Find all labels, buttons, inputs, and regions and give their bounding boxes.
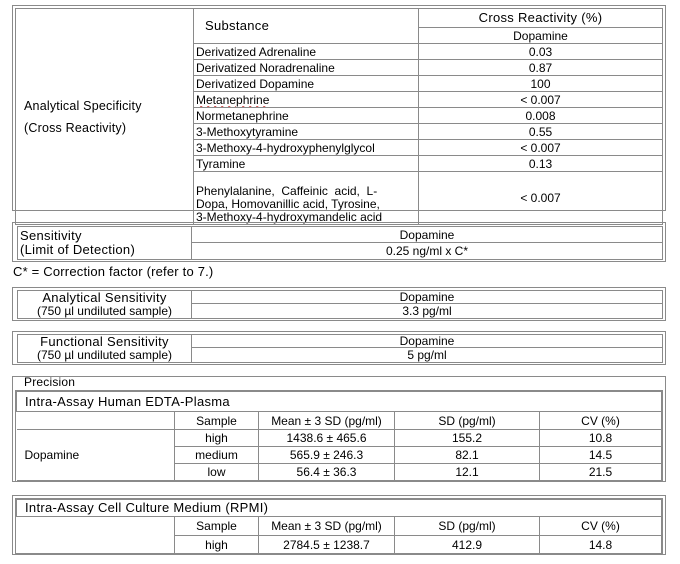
sensitivity-label [18,227,192,260]
col-header-sd: SD (pg/ml) [395,412,540,430]
correction-note: C* = Correction factor (refer to 7.) [13,264,214,279]
substance-cell: Derivatized Adrenaline [194,44,419,60]
specificity-label [16,9,194,225]
functional-sensitivity-value: 5 pg/ml [192,348,663,363]
substance-cell: Derivatized Noradrenaline [194,60,419,76]
cv-cell: 21.5 [540,464,662,481]
substance-header: Substance [194,9,419,44]
col-header-sample: Sample [175,517,259,536]
analytical-sensitivity-section [12,287,666,321]
col-header-mean: Mean ± 3 SD (pg/ml) [259,412,395,430]
mean-cell: 1438.6 ± 465.6 [259,430,395,447]
mean-cell: 565.9 ± 246.3 [259,447,395,464]
substance-cell: Derivatized Dopamine [194,76,419,92]
sd-cell: 155.2 [395,430,540,447]
cross-value-cell: 0.87 [419,60,663,76]
cross-value-cell: < 0.007 [419,172,663,225]
substance-cell: 3-Methoxytyramine [194,124,419,140]
specificity-label-line2: (Cross Reactivity) [24,120,127,135]
functional-sensitivity-label [18,335,192,363]
blank-cell [17,536,175,554]
substance-cell: 3-Methoxy-4-hydroxyphenylglycol [194,140,419,156]
analytical-sensitivity-label-line1: Analytical Sensitivity [42,290,167,305]
substance-cell-multi [194,172,419,225]
cross-value-cell: 0.13 [419,156,663,172]
cross-value-cell: 0.008 [419,108,663,124]
substance-line3: 3-Methoxy-4-hydroxymandelic acid [196,210,383,224]
sensitivity-section [12,222,666,262]
sample-cell: high [175,430,259,447]
col-header-sd: SD (pg/ml) [395,517,540,536]
col-header-cv: CV (%) [540,517,662,536]
analytical-sensitivity-table [17,290,663,319]
specificity-section [12,5,666,224]
rpmi-table [16,499,662,554]
sample-cell: high [175,536,259,554]
blank-cell [17,412,175,430]
analytical-sensitivity-analyte: Dopamine [192,291,663,304]
sd-cell: 82.1 [395,447,540,464]
sensitivity-label-line1: Sensitivity [20,228,82,243]
functional-sensitivity-section [12,331,666,365]
functional-sensitivity-label-line1: Functional Sensitivity [40,334,169,349]
sensitivity-analyte: Dopamine [192,227,663,243]
sample-cell: medium [175,447,259,464]
sample-cell: low [175,464,259,481]
sensitivity-label-line2: (Limit of Detection) [20,242,136,257]
cv-cell: 14.5 [540,447,662,464]
col-header-sample: Sample [175,412,259,430]
functional-sensitivity-label-line2: (750 µl undiluted sample) [37,348,172,362]
mean-cell: 56.4 ± 36.3 [259,464,395,481]
substance-line2: Dopa, Homovanillic acid, Tyrosine, [196,197,380,211]
precision-plasma-section [12,376,666,482]
plasma-analyte: Dopamine [17,430,175,481]
plasma-title: Intra-Assay Human EDTA-Plasma [17,392,662,412]
cross-value-cell: 0.55 [419,124,663,140]
rpmi-title: Intra-Assay Cell Culture Medium (RPMI) [17,500,662,517]
analyte-header: Dopamine [419,28,663,44]
col-header-mean: Mean ± 3 SD (pg/ml) [259,517,395,536]
analytical-sensitivity-value-text: 3.3 pg/ml [402,304,452,318]
sd-cell: 412.9 [395,536,540,554]
sensitivity-value: 0.25 ng/ml x C* [192,243,663,260]
specificity-label-line1: Analytical Specificity [24,98,142,113]
analytical-sensitivity-value [192,304,663,319]
substance-line1: Phenylalanine, Caffeinic acid, L- [196,184,378,198]
substance-cell [194,92,419,108]
mean-cell: 2784.5 ± 1238.7 [259,536,395,554]
precision-title: Precision [24,375,76,389]
analytical-sensitivity-label [18,291,192,319]
cv-cell: 10.8 [540,430,662,447]
cross-value-cell: 100 [419,76,663,92]
substance-text: Metanephrine [196,92,270,107]
substance-cell: Normetanephrine [194,108,419,124]
precision-rpmi-section [12,495,666,555]
functional-sensitivity-analyte: Dopamine [192,335,663,348]
blank-cell [17,517,175,536]
cv-cell: 14.8 [540,536,662,554]
cross-value-cell: < 0.007 [419,92,663,108]
analytical-sensitivity-label-line2: (750 µl undiluted sample) [37,304,172,318]
sd-cell: 12.1 [395,464,540,481]
specificity-table [15,8,663,225]
cross-value-cell: 0.03 [419,44,663,60]
functional-sensitivity-table [17,334,663,363]
sensitivity-table [17,226,663,260]
cross-reactivity-header: Cross Reactivity (%) [419,9,663,28]
plasma-table [16,391,662,481]
substance-cell: Tyramine [194,156,419,172]
cross-value-cell: < 0.007 [419,140,663,156]
col-header-cv: CV (%) [540,412,662,430]
